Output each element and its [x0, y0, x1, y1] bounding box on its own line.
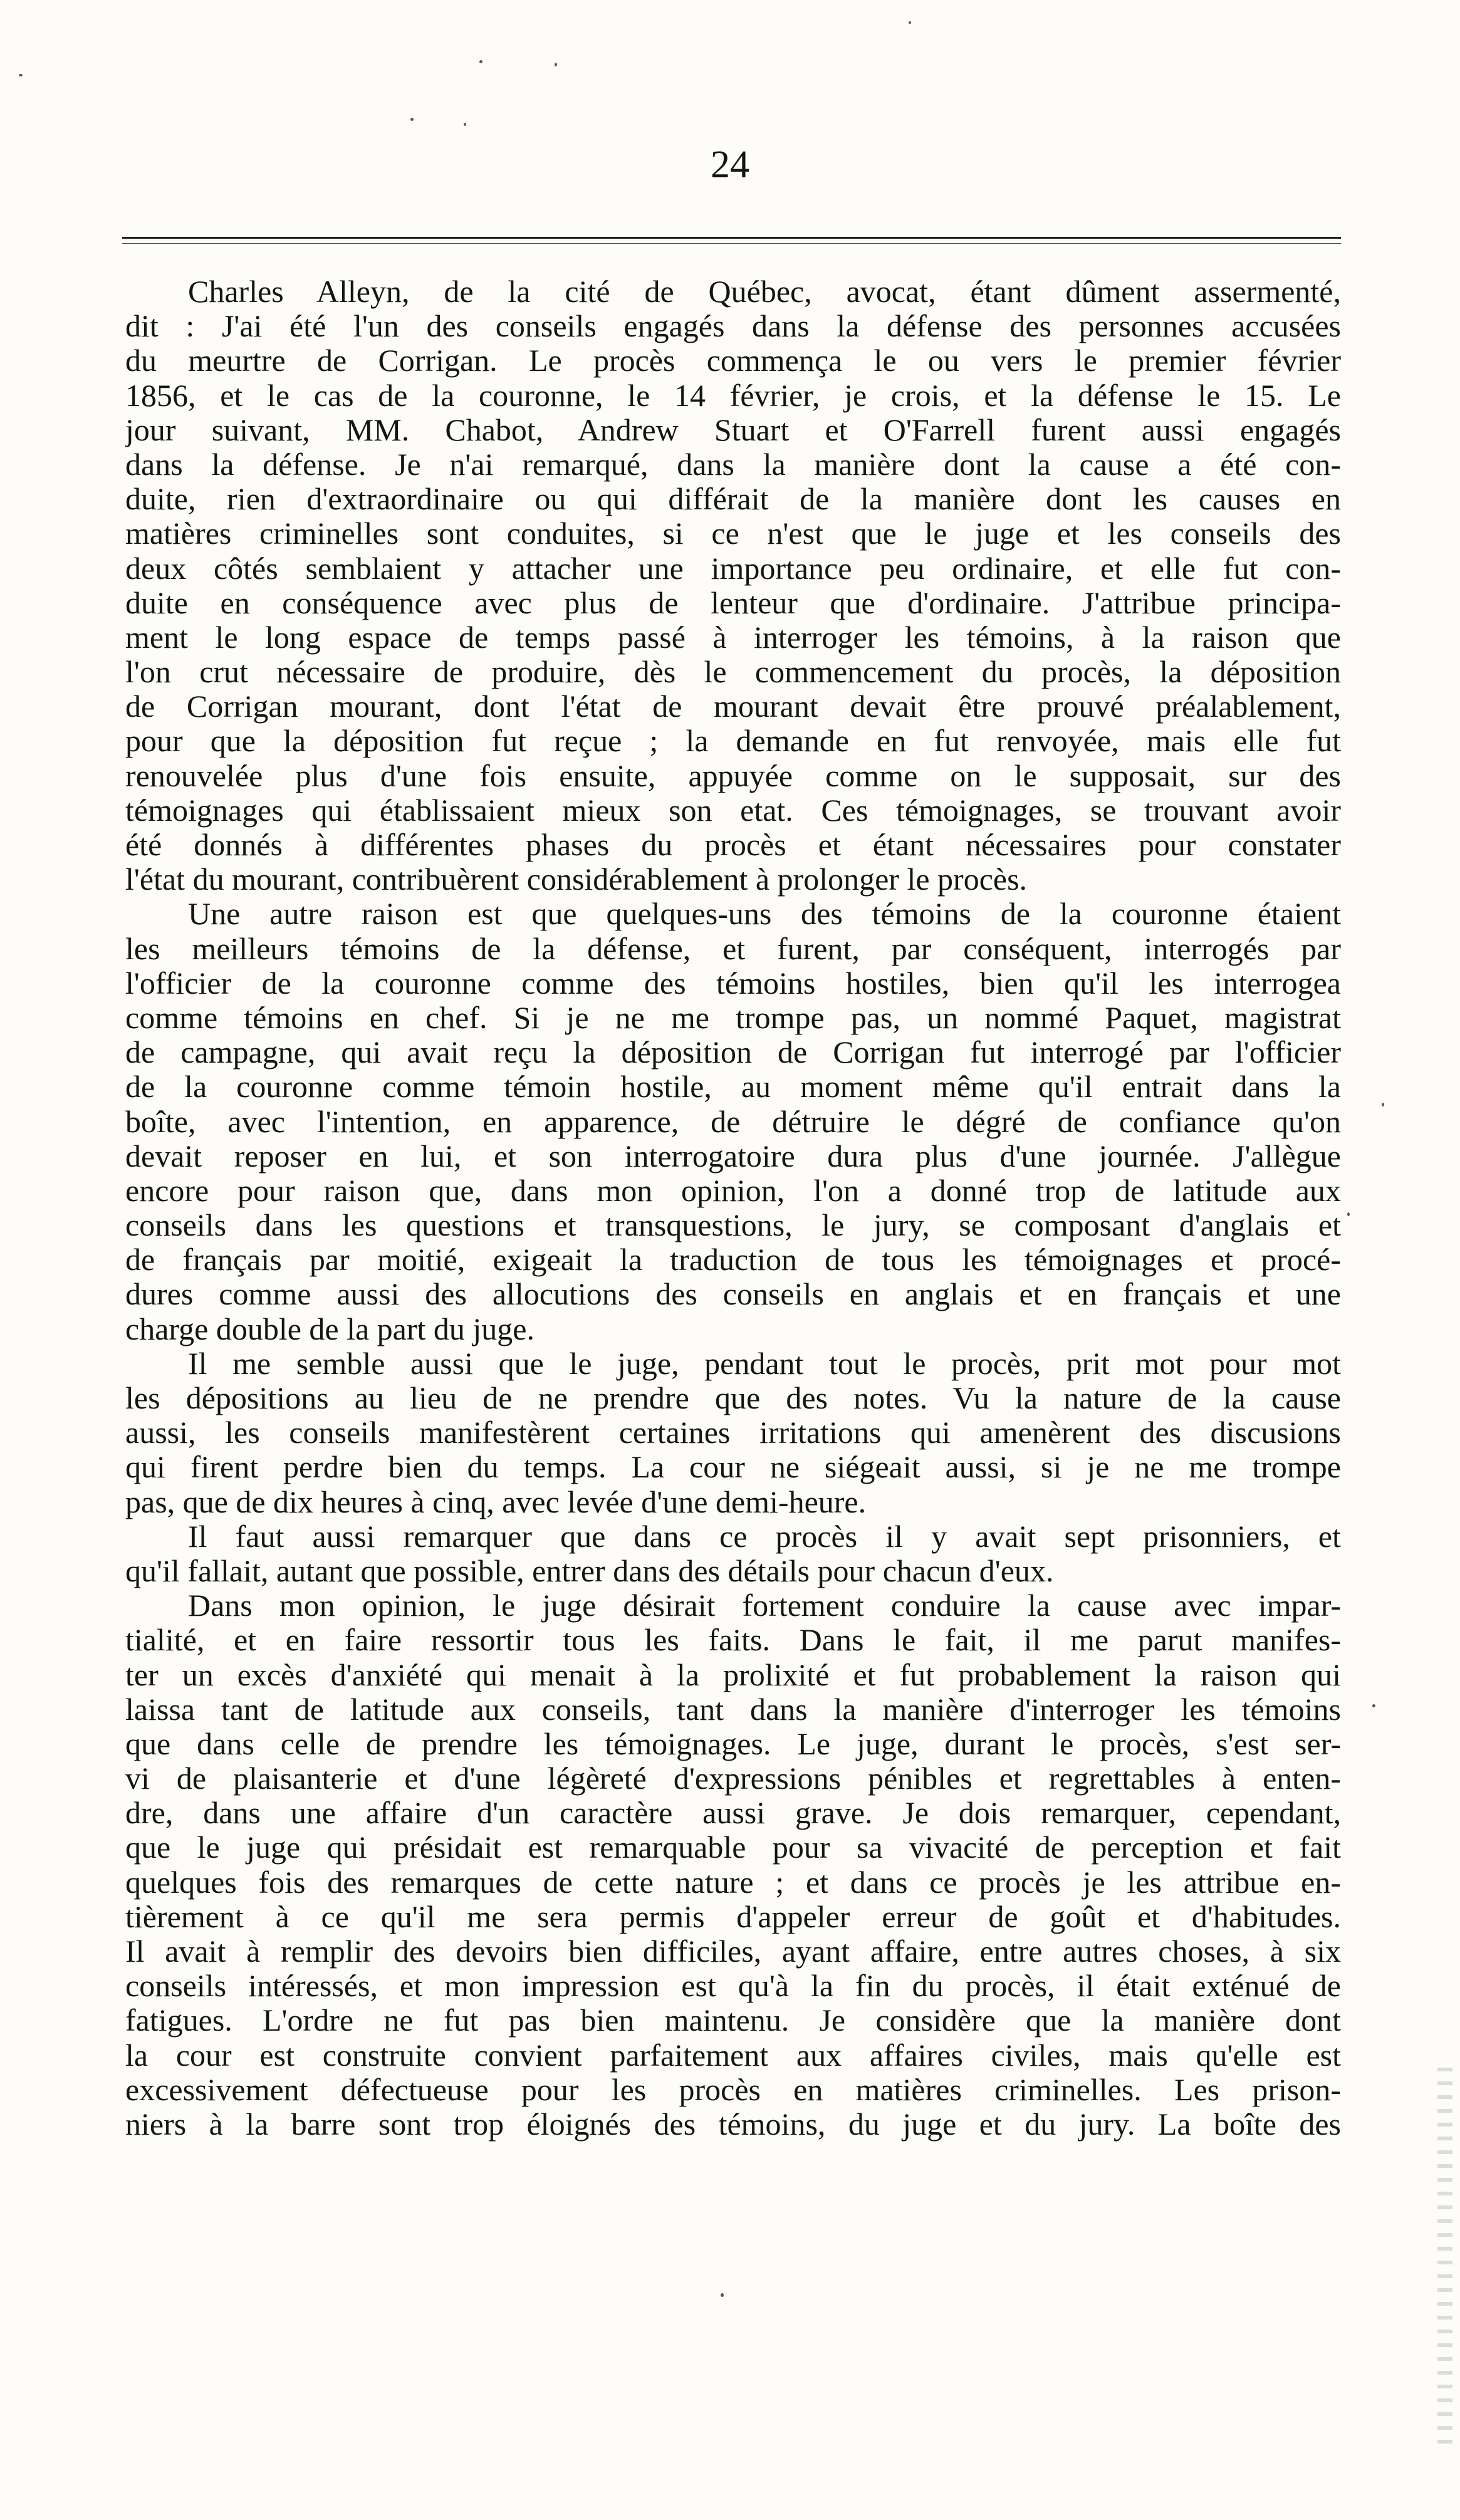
text-line: tialité, et en faire ressortir tous les faits. Dans le fait, il me parut manifes- [125, 1623, 1341, 1658]
text-line: 1856, et le cas de la couronne, le 14 février, je crois, et la défense le 15. Le [125, 378, 1341, 413]
scan-speck [909, 21, 911, 24]
text-line: Il me semble aussi que le juge, pendant tout le procès, prit mot pour mot [188, 1346, 1341, 1381]
text-line: pas, que de dix heures à cinq, avec levée d'une demi-heure. [125, 1484, 867, 1519]
text-line: les dépositions au lieu de ne prendre que des notes. Vu la nature de la cause [125, 1381, 1341, 1415]
text-line: niers à la barre sont trop éloignés des témoins, du juge et du jury. La boîte des [125, 2106, 1341, 2142]
text-line: dans la défense. Je n'ai remarqué, dans la manière dont la cause a été con- [125, 447, 1341, 482]
page-number: 24 [711, 143, 749, 186]
text-line: l'on crut nécessaire de produire, dès le commencement du procès, la déposition [125, 655, 1341, 690]
scan-speck [721, 2293, 724, 2297]
text-line: pour que la déposition fut reçue ; la demande en fut renvoyée, mais elle fut [125, 724, 1341, 759]
text-line: qui firent perdre bien du temps. La cour ne siégeait aussi, si je ne me trompe [125, 1450, 1341, 1485]
text-line: dre, dans une affaire d'un caractère aussi grave. Je dois remarquer, cependant, [125, 1796, 1341, 1831]
text-line: deux côtés semblaient y attacher une importance peu ordinaire, et elle fut con- [125, 551, 1341, 586]
text-line: de français par moitié, exigeait la traduction de tous les témoignages et procé- [125, 1242, 1341, 1278]
text-line: conseils dans les questions et transquestions, le jury, se composant d'anglais et [125, 1208, 1341, 1243]
text-line: l'officier de la couronne comme des témoins hostiles, bien qu'il les interrogea [125, 966, 1341, 1001]
text-line: la cour est construite convient parfaitement aux affaires civiles, mais qu'elle est [125, 2038, 1341, 2073]
text-line: que dans celle de prendre les témoignages. Le juge, durant le procès, s'est ser- [125, 1726, 1341, 1761]
scan-speck [464, 123, 466, 126]
text-line: fatigues. L'ordre ne fut pas bien maintenu. Je considère que la manière dont [125, 2003, 1341, 2038]
text-line: encore pour raison que, dans mon opinion, l'on a donné trop de latitude aux [125, 1173, 1341, 1208]
text-line: Charles Alleyn, de la cité de Québec, avocat, étant dûment assermenté, [188, 274, 1341, 309]
page-edge-shadow [1437, 2068, 1452, 2444]
scan-speck [1347, 1212, 1350, 1216]
text-line: de la couronne comme témoin hostile, au moment même qu'il entrait dans la [125, 1070, 1341, 1105]
text-line: tièrement à ce qu'il me sera permis d'appeler erreur de goût et d'habitudes. [125, 1899, 1341, 1934]
header-rule [122, 237, 1341, 244]
scan-speck [479, 60, 482, 63]
text-line: été donnés à différentes phases du procès et étant nécessaires pour constater [125, 828, 1341, 862]
text-line: aussi, les conseils manifestèrent certaines irritations qui amenèrent des discusions [125, 1415, 1341, 1450]
text-line: devait reposer en lui, et son interrogatoire dura plus d'une journée. J'allègue [125, 1138, 1341, 1174]
scan-speck [1382, 1103, 1384, 1106]
text-line: renouvelée plus d'une fois ensuite, appuyée comme on le supposait, sur des [125, 758, 1341, 793]
text-line: matières criminelles sont conduites, si ce n'est que le juge et les conseils des [125, 516, 1341, 551]
scan-speck [410, 118, 414, 121]
text-line: duite en conséquence avec plus de lenteur que d'ordinaire. J'attribue principa- [125, 585, 1341, 620]
text-line: ter un excès d'anxiété qui menait à la prolixité et fut probablement la raison qui [125, 1657, 1341, 1692]
text-line: excessivement défectueuse pour les procès en matières criminelles. Les prison- [125, 2072, 1341, 2107]
text-line: Il faut aussi remarquer que dans ce procès il y avait sept prisonniers, et [188, 1519, 1341, 1554]
text-line: charge double de la part du juge. [125, 1311, 535, 1346]
text-line: de Corrigan mourant, dont l'état de mourant devait être prouvé préalablement, [125, 689, 1341, 724]
text-line: du meurtre de Corrigan. Le procès commença le ou vers le premier février [125, 343, 1341, 378]
text-line: l'état du mourant, contribuèrent considérablement à prolonger le procès. [125, 862, 1028, 897]
scan-speck [555, 63, 557, 66]
text-line: que le juge qui présidait est remarquable pour sa vivacité de perception et fait [125, 1830, 1341, 1865]
text-line: duite, rien d'extraordinaire ou qui différait de la manière dont les causes en [125, 482, 1341, 517]
text-line: comme témoins en chef. Si je ne me trompe pas, un nommé Paquet, magistrat [125, 1000, 1341, 1035]
text-line: Il avait à remplir des devoirs bien difficiles, ayant affaire, entre autres choses, à six [125, 1934, 1341, 1969]
text-line: vi de plaisanterie et d'une légèreté d'expressions pénibles et regrettables à enten- [125, 1761, 1341, 1796]
text-line: témoignages qui établissaient mieux son etat. Ces témoignages, se trouvant avoir [125, 793, 1341, 828]
text-line: boîte, avec l'intention, en apparence, de détruire le dégré de confiance qu'on [125, 1104, 1341, 1139]
text-line: Une autre raison est que quelques-uns des témoins de la couronne étaient [188, 897, 1341, 932]
text-line: qu'il fallait, autant que possible, entrer dans des détails pour chacun d'eux. [125, 1553, 1054, 1588]
text-line: jour suivant, MM. Chabot, Andrew Stuart et O'Farrell furent aussi engagés [125, 412, 1341, 447]
text-line: Dans mon opinion, le juge désirait fortement conduire la cause avec impar- [188, 1588, 1341, 1623]
text-line: dures comme aussi des allocutions des conseils en anglais et en français et une [125, 1277, 1341, 1312]
text-line: dit : J'ai été l'un des conseils engagés dans la défense des personnes accusées [125, 309, 1341, 344]
body-text [125, 274, 1341, 2142]
text-line: conseils intéressés, et mon impression est qu'à la fin du procès, il était exténué de [125, 1969, 1341, 2004]
text-line: quelques fois des remarques de cette nature ; et dans ce procès je les attribue en- [125, 1865, 1341, 1900]
text-line: ment le long espace de temps passé à interroger les témoins, à la raison que [125, 620, 1341, 655]
text-line: de campagne, qui avait reçu la déposition de Corrigan fut interrogé par l'officier [125, 1035, 1341, 1070]
scan-speck [1372, 1704, 1375, 1707]
scan-speck [19, 74, 23, 76]
text-line: les meilleurs témoins de la défense, et furent, par conséquent, interrogés par [125, 931, 1341, 966]
text-line: laissa tant de latitude aux conseils, tant dans la manière d'interroger les témoins [125, 1692, 1341, 1727]
